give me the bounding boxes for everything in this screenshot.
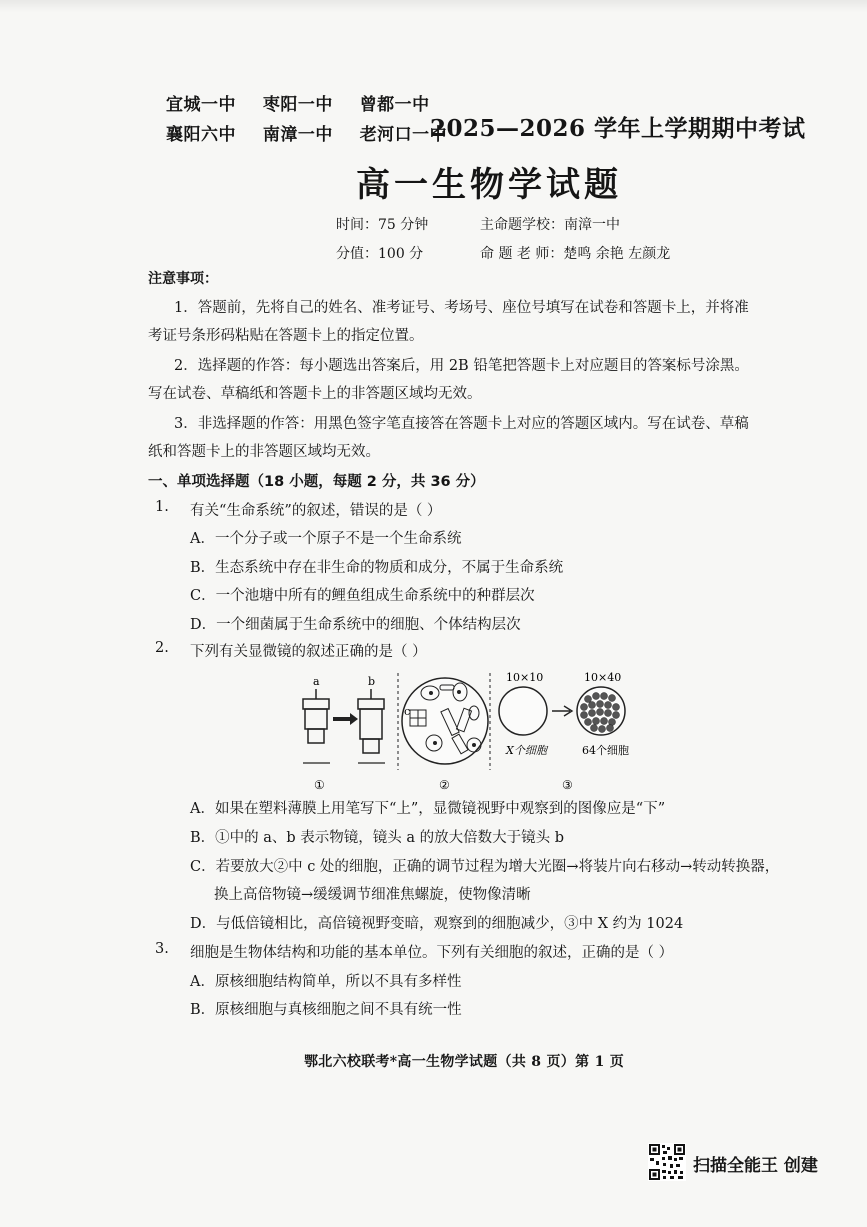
school-name: 曾都一中 [359,95,430,115]
q2-option-c: C．若要放大②中 c 处的细胞，正确的调节过程为增大光圈→将装片向右移动→转动转换器， [190,859,780,875]
lead-school: 主命题学校：南漳一中 [480,217,620,233]
question-number: 3. [155,941,169,957]
q3-option-a: A．原核细胞结构简单，所以不具有多样性 [190,974,462,990]
note-1-line-2: 考证号条形码粘贴在答题卡上的指定位置。 [148,328,424,344]
school-name: 老河口一中 [359,125,448,145]
q2-option-d: D．与低倍镜相比，高倍镜视野变暗，观察到的细胞减少，③中 X 约为 1024 [190,916,684,932]
q2-option-a: A．如果在塑料薄膜上用笔写下“上”，显微镜视野中观察到的图像应是“下” [190,801,666,817]
note-3-line-2: 纸和答题卡上的非答题区域均无效。 [148,444,380,460]
magnification-low: 10×10 [506,671,544,684]
q1-option-a: A．一个分子或一个原子不是一个生命系统 [190,531,462,547]
q2-option-c-continued: 换上高倍物镜→缓缓调节细准焦螺旋，使物像清晰 [214,887,531,903]
schools-row-1 [166,90,430,115]
scan-edge [0,0,867,12]
notes-heading: 注意事项： [148,271,218,287]
low-power-field [499,687,547,735]
note-1-line-1: 1．答题前，先将自己的姓名、准考证号、考场号、座位号填写在试卷和答题卡上，并将准 [174,300,749,316]
page-title: 高一生物学试题 [356,165,622,205]
note-2-line-1: 2．选择题的作答：每小题选出答案后，用 2B 铅笔把答题卡上对应题目的答案标号涂黑。 [174,358,749,374]
label-c: c [404,705,411,718]
microscope-figure [288,665,658,795]
q1-option-b: B．生态系统中存在非生命的物质和成分，不属于生命系统 [190,560,564,576]
arrow-icon [333,713,358,725]
question-1-stem: 有关“生命系统”的叙述，错误的是（ ） [190,503,442,519]
q2-option-b: B．①中的 a、b 表示物镜，镜头 a 的放大倍数大于镜头 b [190,830,565,846]
q1-option-d: D．一个细菌属于生命系统中的细胞、个体结构层次 [190,617,521,633]
teachers: 命 题 老 师：楚鸣 余艳 左颜龙 [480,246,671,262]
school-name: 襄阳六中 [166,125,236,145]
arrow-icon [552,706,572,716]
section-heading: 一、单项选择题（18 小题，每题 2 分，共 36 分） [148,474,485,490]
note-3-line-1: 3．非选择题的作答：用黑色签字笔直接答在答题卡上对应的答题区域内。写在试卷、草稿 [174,416,749,432]
page-footer: 鄂北六校联考*高一生物学试题（共 8 页）第 1 页 [304,1054,625,1070]
exam-score: 分值：100 分 [336,246,424,262]
cell-count-low: X个细胞 [506,744,547,757]
qr-code-icon [648,1143,686,1181]
exam-time: 时间：75 分钟 [336,217,429,233]
q1-option-c: C．一个池塘中所有的鲤鱼组成生命系统中的种群层次 [190,588,535,604]
question-number: 2. [155,640,169,656]
high-power-field [577,687,625,735]
question-3-stem: 细胞是生物体结构和功能的基本单位。下列有关细胞的叙述，正确的是（ ） [190,945,674,961]
scanner-brand: 扫描全能王 创建 [693,1156,818,1176]
figure-number-2: ② [439,778,450,792]
magnification-high: 10×40 [584,671,622,684]
question-number: 1. [155,499,169,515]
school-name: 枣阳一中 [262,95,333,115]
figure-number-1: ① [314,778,325,792]
objective-lens-a-icon [303,689,329,743]
schools-row-2 [166,120,447,145]
label-a: a [313,675,320,688]
exam-name: 2025—2026 学年上学期期中考试 [430,115,806,142]
q3-option-b: B．原核细胞与真核细胞之间不具有统一性 [190,1002,462,1018]
label-b: b [368,675,376,688]
cell-count-high: 64个细胞 [582,744,629,757]
note-2-line-2: 写在试卷、草稿纸和答题卡上的非答题区域均无效。 [148,386,482,402]
figure-number-3: ③ [562,778,573,792]
question-2-stem: 下列有关显微镜的叙述正确的是（ ） [190,644,427,660]
field-of-view [402,678,488,764]
school-name: 南漳一中 [262,125,333,145]
objective-lens-b-icon [358,689,384,753]
school-name: 宜城一中 [166,95,236,115]
